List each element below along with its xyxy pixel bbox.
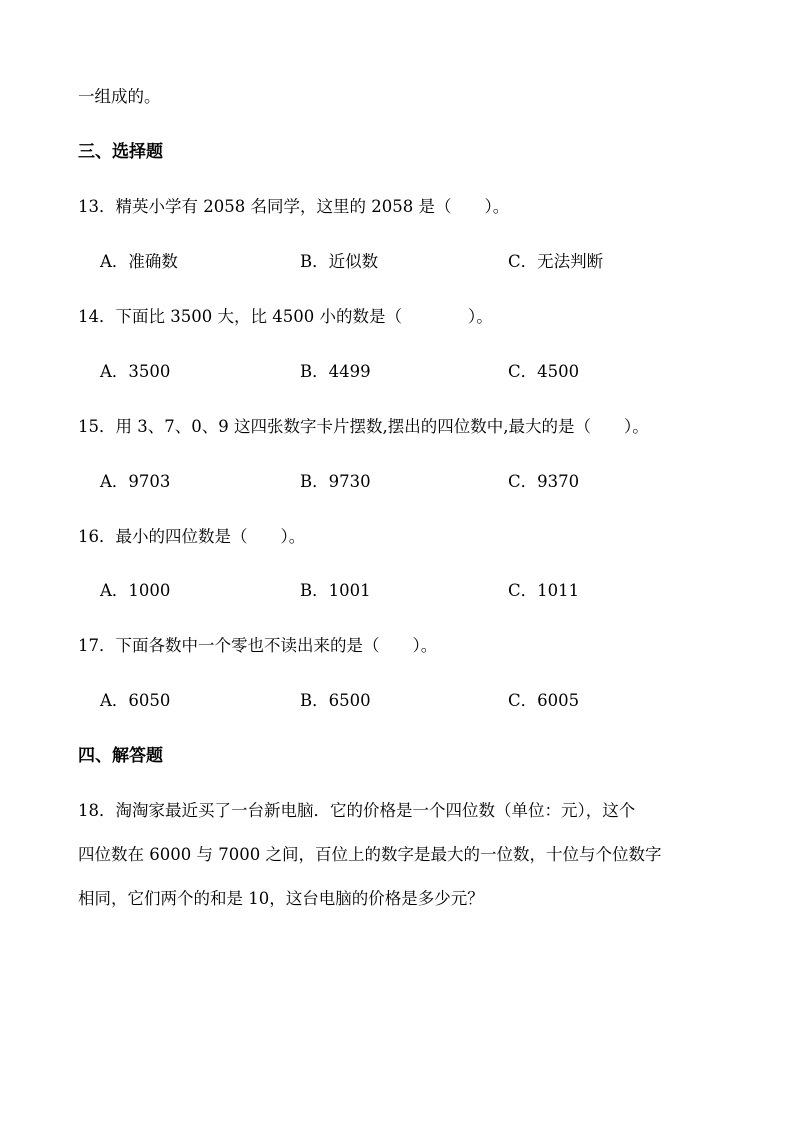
section-heading-answer: 四、解答题 — [78, 746, 163, 766]
question-16-option-a: A．1000 — [100, 581, 171, 600]
question-14-options — [100, 361, 740, 383]
question-16-option-c: C．1011 — [508, 581, 580, 600]
question-15-option-b: B．9730 — [300, 472, 371, 491]
question-14-stem: 14．下面比 3500 大，比 4500 小的数是（ ）。 — [78, 307, 493, 326]
question-18-line-1: 18．淘淘家最近买了一台新电脑．它的价格是一个四位数（单位：元），这个 — [78, 801, 636, 820]
section-heading-choice: 三、选择题 — [78, 142, 163, 162]
question-18-text — [78, 789, 718, 921]
question-15-stem: 15．用 3、7、0、9 这四张数字卡片摆数,摆出的四位数中,最大的是（ ）。 — [78, 417, 649, 436]
question-15-option-c: C．9370 — [508, 472, 580, 491]
question-18-line-2: 四位数在 6000 与 7000 之间，百位上的数字是最大的一位数，十位与个位数字 — [78, 845, 662, 864]
question-17-option-b: B．6500 — [300, 691, 371, 710]
question-13-options — [100, 251, 740, 273]
question-17-stem: 17．下面各数中一个零也不读出来的是（ ）。 — [78, 636, 438, 655]
question-17-options — [100, 690, 740, 712]
question-13-option-b: B．近似数 — [300, 252, 379, 271]
question-18-line-3: 相同，它们两个的和是 10，这台电脑的价格是多少元？ — [78, 889, 484, 908]
question-17-option-a: A．6050 — [100, 691, 171, 710]
question-16-stem: 16．最小的四位数是（ ）。 — [78, 527, 306, 546]
question-15-option-a: A．9703 — [100, 472, 171, 491]
question-16-option-b: B．1001 — [300, 581, 371, 600]
question-14-option-b: B．4499 — [300, 362, 371, 381]
question-13-option-a: A．准确数 — [100, 252, 178, 271]
question-13-stem: 13．精英小学有 2058 名同学，这里的 2058 是（ ）。 — [78, 197, 510, 216]
question-16-options — [100, 580, 740, 602]
question-15-options — [100, 471, 740, 493]
continuation-text: 一组成的。 — [78, 87, 161, 106]
question-13-option-c: C．无法判断 — [508, 252, 604, 271]
question-14-option-a: A．3500 — [100, 362, 171, 381]
question-14-option-c: C．4500 — [508, 362, 580, 381]
question-17-option-c: C．6005 — [508, 691, 580, 710]
